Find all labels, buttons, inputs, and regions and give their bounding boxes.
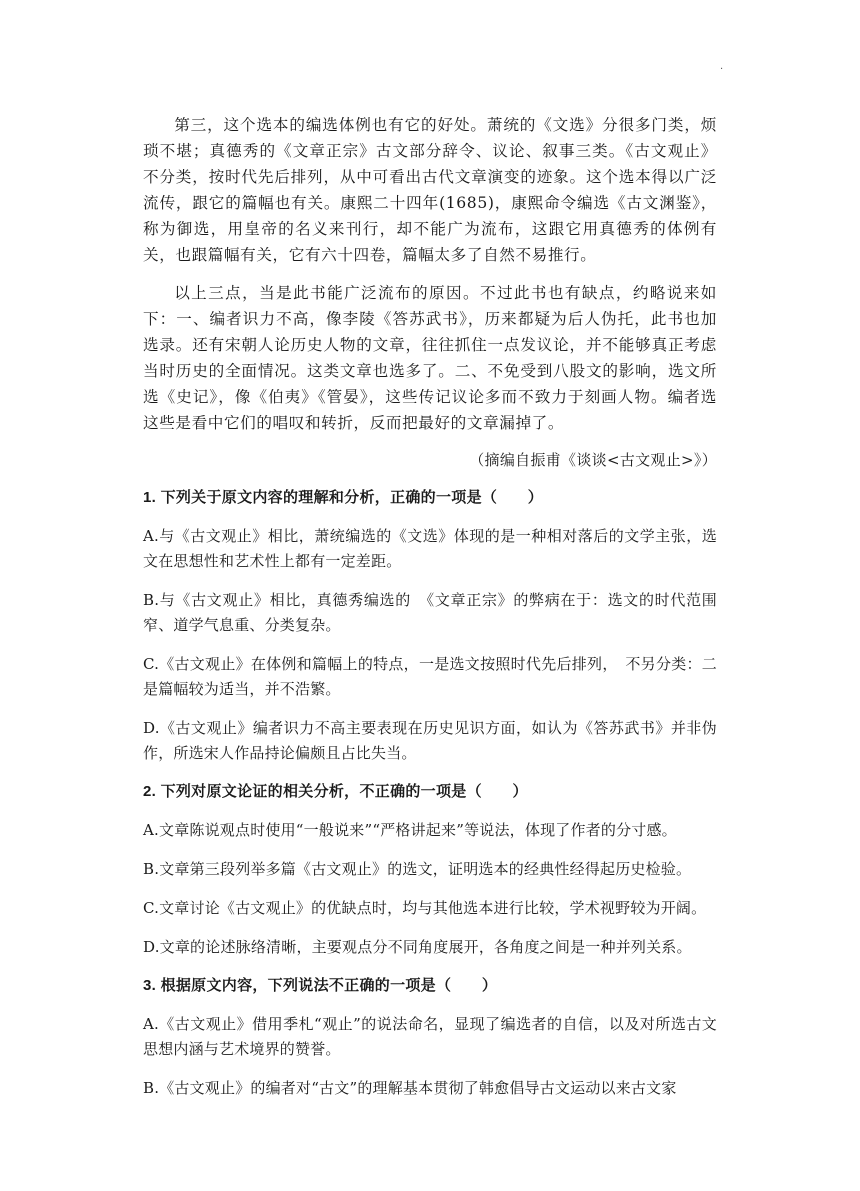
question-option: B.与《古文观止》相比，真德秀编选的 《文章正宗》的弊病在于：选文的时代范围窄、道学气息重、分类复杂。: [143, 591, 717, 634]
question-option: D.《古文观止》编者识力不高主要表现在历史见识方面，如认为《答苏武书》并非伪作，所选宋人作品持论偏颇且占比失当。: [143, 719, 717, 762]
passage-paragraph: 以上三点，当是此书能广泛流布的原因。不过此书也有缺点，约略说来如下：一、编者识力不高，像李陵《答苏武书》，历来都疑为后人伪托，此书也加选录。还有宋朝人论历史人物的文章，往往抓住一点发议论，并不能够真正考虑当时历史的全面情况。这类文章也选多了。二、不免受到八股文的影响，选文所选《史记》，像《伯夷》《管晏》，这些传记议论多而不致力于刻画人物。编者选这些是看中它们的唱叹和转折，反而把最好的文章漏掉了。: [143, 284, 717, 432]
question-option: D.文章的论述脉络清晰，主要观点分不同角度展开，各角度之间是一种并列关系。: [143, 938, 692, 956]
page-content: [143, 112, 717, 1115]
question-option: A.与《古文观止》相比，萧统编选的《文选》体现的是一种相对落后的文学主张，选文在思想性和艺术性上都有一定差距。: [143, 527, 717, 570]
passage-paragraph: 第三，这个选本的编选体例也有它的好处。萧统的《文选》分很多门类，烦琐不堪；真德秀的《文章正宗》古文部分辞令、议论、叙事三类。《古文观止》不分类，按时代先后排列，从中可看出古代文章演变的迹象。这个选本得以广泛流传，跟它的篇幅也有关。康熙二十四年(1685)，康熙命令编选《古文渊鉴》，称为御选，用皇帝的名义来刊行，却不能广为流布，这跟它用真德秀的体例有关，也跟篇幅有关，它有六十四卷，篇幅太多了自然不易推行。: [143, 116, 717, 264]
question-option: A.《古文观止》借用季札“观止”的说法命名，显现了编选者的自信，以及对所选古文思想内涵与艺术境界的赞誉。: [143, 1015, 717, 1058]
question-option: C.文章讨论《古文观止》的优缺点时，均与其他选本进行比较，学术视野较为开阔。: [143, 899, 707, 917]
question-option: B.《古文观止》的编者对“古文”的理解基本贯彻了韩愈倡导古文运动以来古文家: [143, 1079, 677, 1097]
question-option: C.《古文观止》在体例和篇幅上的特点，一是选文按照时代先后排列， 不另分类：二是篇幅较为适当，并不浩繁。: [143, 655, 717, 698]
question-stem: 2. 下列对原文论证的相关分析，不正确的一项是（ ）: [143, 783, 528, 800]
corner-mark: ·: [720, 64, 724, 75]
passage-source: （摘编自振甫《谈谈<古文观止>》）: [469, 451, 717, 469]
question-stem: 1. 下列关于原文内容的理解和分析，正确的一项是（ ）: [143, 489, 544, 506]
question-stem: 3. 根据原文内容，下列说法不正确的一项是（ ）: [143, 977, 498, 994]
question-option: B.文章第三段列举多篇《古文观止》的选文，证明选本的经典性经得起历史检验。: [143, 860, 692, 878]
question-option: A.文章陈说观点时使用“一般说来”“严格讲起来”等说法，体现了作者的分寸感。: [143, 821, 677, 839]
